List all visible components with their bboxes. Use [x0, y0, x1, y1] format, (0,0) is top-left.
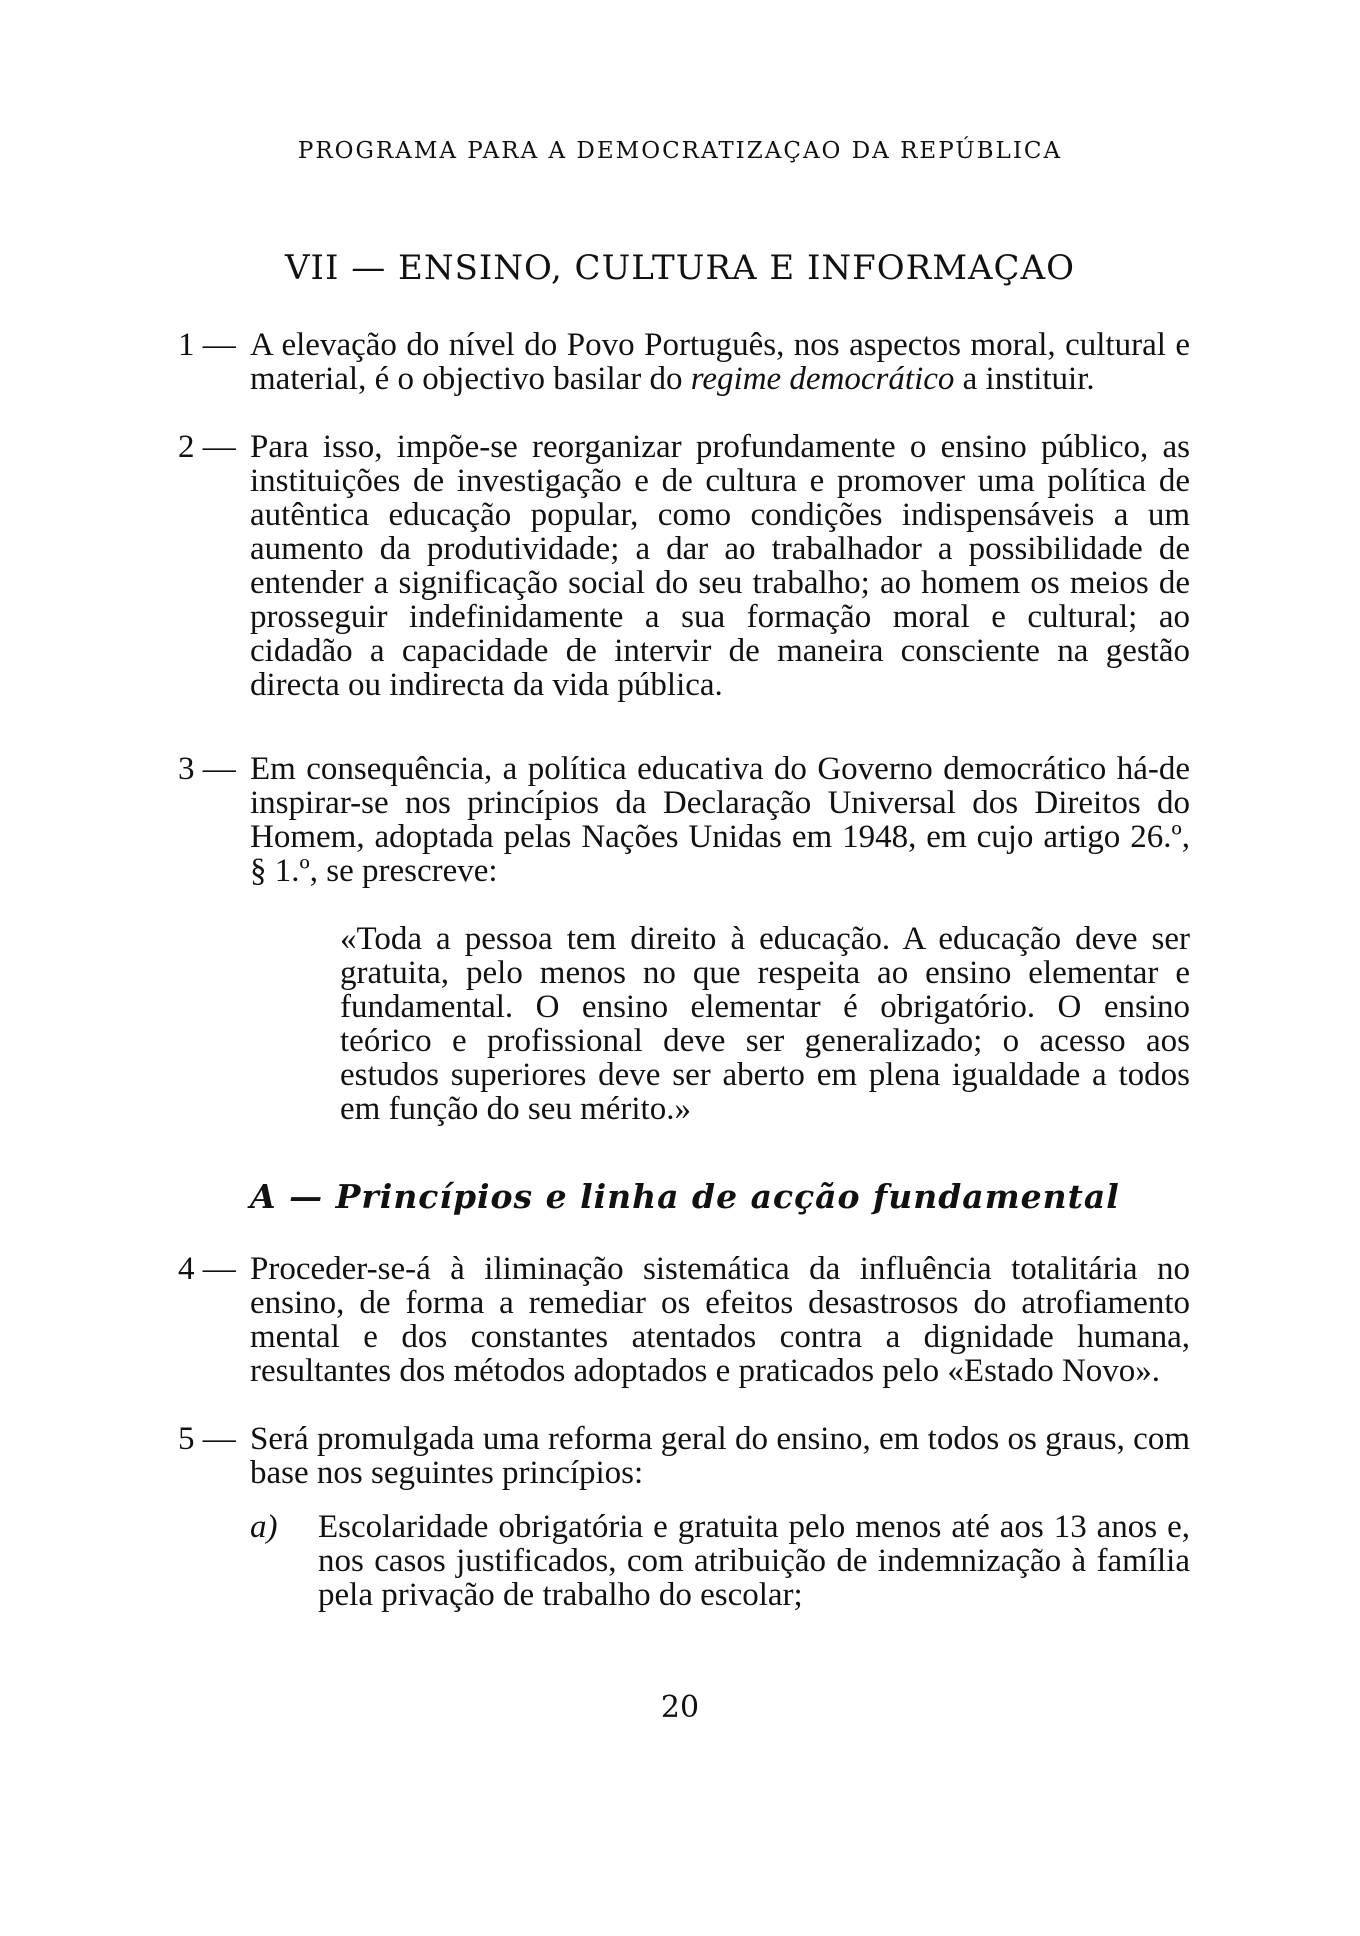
numbered-item-3: [178, 752, 1190, 888]
numbered-item-2: [178, 430, 1190, 702]
item-number: 3 —: [178, 751, 236, 787]
item-text-italic: regime democrático: [690, 361, 955, 397]
numbered-item-5: [178, 1422, 1190, 1490]
numbered-item-4: [178, 1252, 1190, 1388]
page-number: 20: [660, 1690, 700, 1725]
item-number: 1 —: [178, 327, 236, 363]
item-text-end: a instituir.: [954, 361, 1095, 397]
section-title: VII — ENSINO, CULTURA E INFORMAÇAO: [284, 248, 1076, 288]
block-quote: «Toda a pessoa tem direito à educação. A educação deve ser gratuita, pelo menos no que respeita ao ensino elementar e fundamental. O ensino elementar é obrigatório. O ensino teórico e profissional deve ser generalizado; o acesso aos estudos superiores deve ser aberto em plena igualdade a todos em função do seu mérito.»: [340, 921, 1190, 1127]
item-number: 5 —: [178, 1421, 236, 1457]
item-text-start: A elevação do nível do Povo Português, nos aspectos moral, cultural e material, é o objectivo basilar do: [250, 327, 1190, 397]
item-letter: a): [250, 1509, 278, 1545]
subsection-title: A — Princípios e linha de acção fundamental: [250, 1177, 1120, 1216]
item-text: Proceder-se-á à iliminação sistemática da influência totalitária no ensino, de forma a remediar os efeitos desastrosos do atrofiamento mental e dos constantes atentados contra a dignidade humana, resultantes dos métodos adoptados e praticados pelo «Estado Novo».: [250, 1251, 1190, 1389]
item-text: [250, 328, 1190, 396]
item-text: Escolaridade obrigatória e gratuita pelo menos até aos 13 anos e, nos casos justificados, com atribuição de indemnização à família pela privação de trabalho do escolar;: [318, 1509, 1190, 1613]
running-head: PROGRAMA PARA A DEMOCRATIZAÇAO DA REPÚBLICA: [297, 138, 1063, 164]
numbered-item-1: [178, 328, 1190, 396]
lettered-item-a: [250, 1510, 1190, 1612]
item-text: Será promulgada uma reforma geral do ensino, em todos os graus, com base nos seguintes princípios:: [250, 1421, 1190, 1491]
item-text: Em consequência, a política educativa do Governo democrático há-de inspirar-se nos princípios da Declaração Universal dos Direitos do Homem, adoptada pelas Nações Unidas em 1948, em cujo artigo 26.º, § 1.º, se prescreve:: [250, 751, 1190, 889]
item-text: Para isso, impõe-se reorganizar profundamente o ensino público, as instituições de investigação e de cultura e promover uma política de autêntica educação popular, como condições indispensáveis a um aumento da produtividade; a dar ao trabalhador a possibilidade de entender a significação social do seu trabalho; ao homem os meios de prosseguir indefinidamente a sua formação moral e cultural; ao cidadão a capacidade de intervir de maneira consciente na gestão directa ou indirecta da vida pública.: [250, 429, 1190, 703]
item-number: 4 —: [178, 1251, 236, 1287]
item-number: 2 —: [178, 429, 236, 465]
